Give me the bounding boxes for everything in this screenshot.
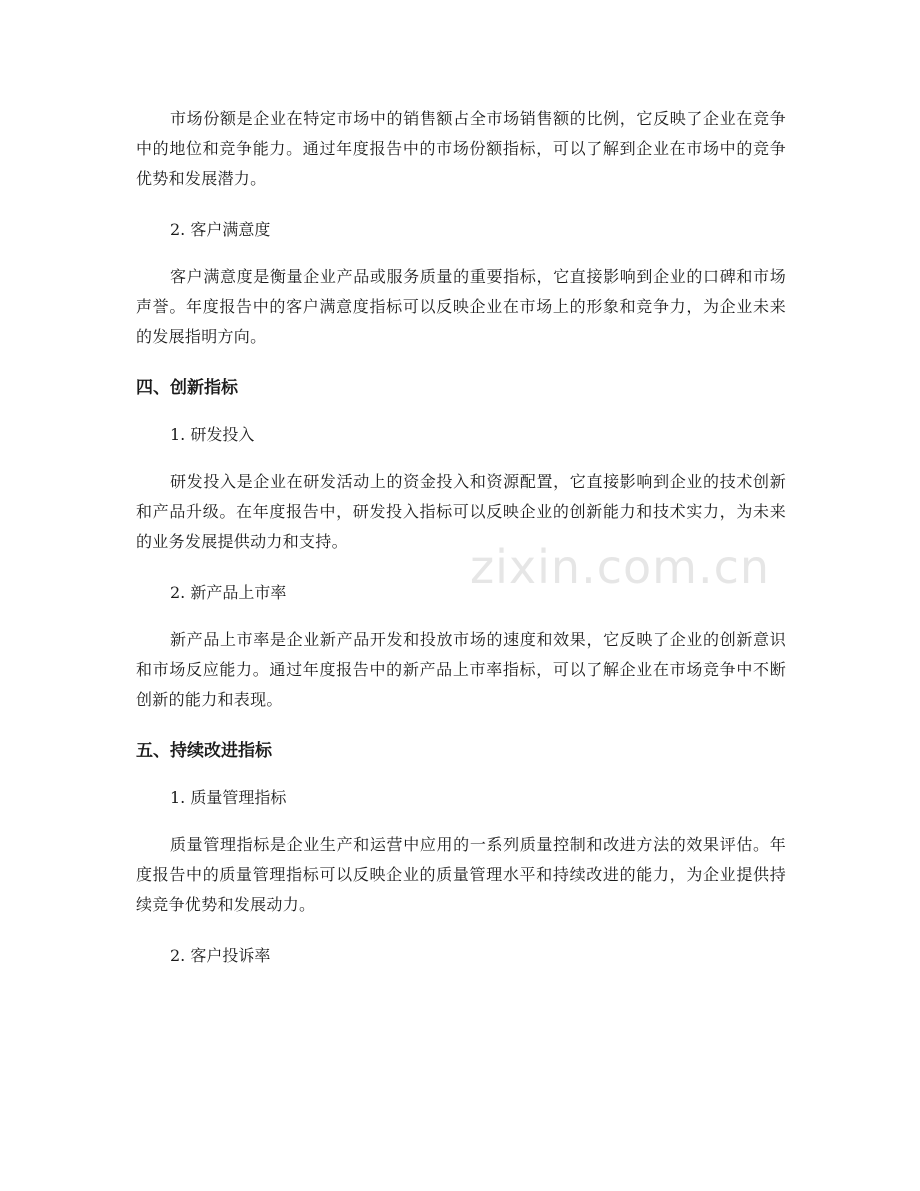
- document-body: [136, 104, 786, 988]
- rd-investment-paragraph: 研发投入是企业在研发活动上的资金投入和资源配置，它直接影响到企业的技术创新和产品升级。在年度报告中，研发投入指标可以反映企业的创新能力和技术实力，为未来的业务发展提供动力和支持。: [136, 472, 786, 551]
- new-product-launch-rate-paragraph: 新产品上市率是企业新产品开发和投放市场的速度和效果，它反映了企业的创新意识和市场反应能力。通过年度报告中的新产品上市率指标，可以了解企业在市场竞争中不断创新的能力和表现。: [136, 630, 786, 709]
- market-share-paragraph: 市场份额是企业在特定市场中的销售额占全市场销售额的比例，它反映了企业在竞争中的地位和竞争能力。通过年度报告中的市场份额指标，可以了解到企业在市场中的竞争优势和发展潜力。: [136, 109, 786, 188]
- customer-complaint-rate-subheading: 2. 客户投诉率: [170, 946, 271, 965]
- innovation-indicators-heading: 四、创新指标: [136, 378, 238, 398]
- customer-satisfaction-subheading: 2. 客户满意度: [170, 220, 271, 239]
- quality-management-paragraph: 质量管理指标是企业生产和运营中应用的一系列质量控制和改进方法的效果评估。年度报告中的质量管理指标可以反映企业的质量管理水平和持续改进的能力，为企业提供持续竞争优势和发展动力。: [136, 835, 786, 914]
- new-product-launch-rate-subheading: 2. 新产品上市率: [170, 583, 287, 602]
- customer-satisfaction-paragraph: 客户满意度是衡量企业产品或服务质量的重要指标，它直接影响到企业的口碑和市场声誉。年度报告中的客户满意度指标可以反映企业在市场上的形象和竞争力，为企业未来的发展指明方向。: [136, 267, 786, 346]
- quality-management-subheading: 1. 质量管理指标: [170, 788, 287, 807]
- watermark: zixin.com.cn: [470, 540, 771, 594]
- continuous-improvement-heading: 五、持续改进指标: [136, 741, 272, 761]
- rd-investment-subheading: 1. 研发投入: [170, 425, 255, 444]
